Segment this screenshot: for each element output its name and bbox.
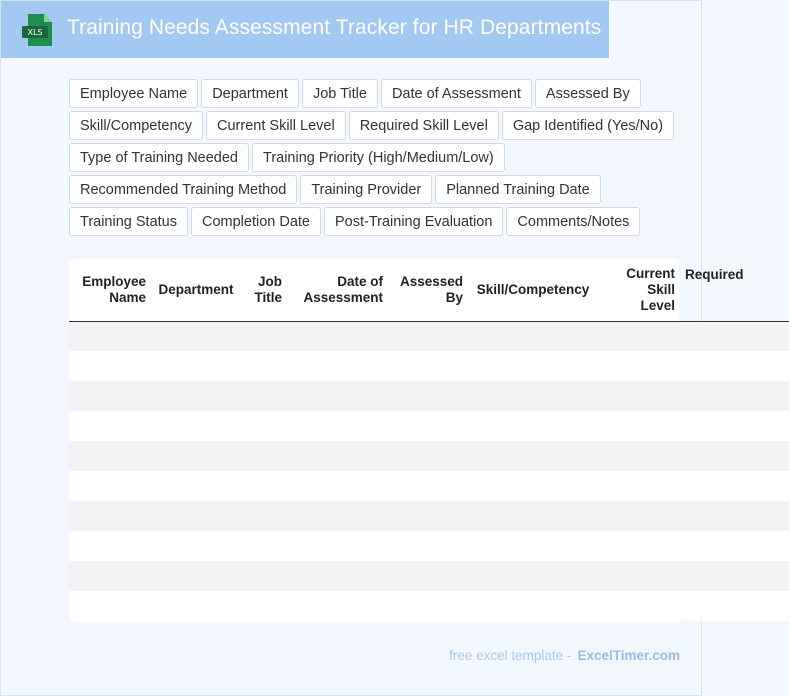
table-header-row bbox=[69, 259, 789, 321]
page-title: Training Needs Assessment Tracker for HR Departments bbox=[67, 16, 602, 39]
field-chip-completion-date[interactable]: Completion Date bbox=[191, 207, 321, 236]
table-row bbox=[69, 591, 789, 621]
xls-icon-label: XLS bbox=[27, 28, 43, 37]
table-row bbox=[69, 471, 789, 501]
tracker-table bbox=[69, 259, 744, 622]
table-row bbox=[69, 381, 789, 411]
field-chip-skill-competency[interactable]: Skill/Competency bbox=[69, 111, 203, 140]
column-header[interactable]: Required bbox=[680, 259, 789, 321]
header-banner bbox=[1, 1, 609, 58]
column-header[interactable]: Skill/Competency bbox=[468, 259, 598, 321]
field-chip-job-title[interactable]: Job Title bbox=[302, 79, 378, 108]
table-row bbox=[69, 501, 789, 531]
footer-credit bbox=[449, 648, 680, 663]
footer-brand-link[interactable]: ExcelTimer.com bbox=[577, 648, 680, 663]
field-chip-date-of-assessment[interactable]: Date of Assessment bbox=[381, 79, 532, 108]
column-header[interactable]: Assessed By bbox=[388, 259, 468, 321]
xls-file-icon bbox=[22, 14, 52, 46]
field-chip-list bbox=[69, 79, 689, 236]
footer-text: free excel template - bbox=[449, 648, 572, 663]
field-chip-training-priority[interactable]: Training Priority (High/Medium/Low) bbox=[252, 143, 505, 172]
column-header[interactable]: Job Title bbox=[241, 259, 287, 321]
field-chip-post-training-evaluation[interactable]: Post-Training Evaluation bbox=[324, 207, 503, 236]
field-chip-type-of-training[interactable]: Type of Training Needed bbox=[69, 143, 249, 172]
table-row bbox=[69, 561, 789, 591]
column-header[interactable]: Current Skill Level bbox=[598, 259, 680, 321]
table-row bbox=[69, 531, 789, 561]
field-chip-department[interactable]: Department bbox=[201, 79, 299, 108]
field-chip-planned-training-date[interactable]: Planned Training Date bbox=[435, 175, 601, 204]
field-chip-recommended-method[interactable]: Recommended Training Method bbox=[69, 175, 297, 204]
table-row bbox=[69, 321, 789, 351]
field-chip-gap-identified[interactable]: Gap Identified (Yes/No) bbox=[502, 111, 674, 140]
table-row bbox=[69, 411, 789, 441]
field-chip-required-skill-level[interactable]: Required Skill Level bbox=[349, 111, 499, 140]
field-chip-current-skill-level[interactable]: Current Skill Level bbox=[206, 111, 346, 140]
field-chip-assessed-by[interactable]: Assessed By bbox=[535, 79, 641, 108]
table-row bbox=[69, 351, 789, 381]
field-chip-training-provider[interactable]: Training Provider bbox=[300, 175, 432, 204]
column-header[interactable]: Department bbox=[151, 259, 241, 321]
column-header[interactable]: Employee Name bbox=[69, 259, 151, 321]
field-chip-training-status[interactable]: Training Status bbox=[69, 207, 188, 236]
table-row bbox=[69, 441, 789, 471]
column-header[interactable]: Date of Assessment bbox=[287, 259, 388, 321]
field-chip-employee-name[interactable]: Employee Name bbox=[69, 79, 198, 108]
field-chip-comments-notes[interactable]: Comments/Notes bbox=[506, 207, 640, 236]
